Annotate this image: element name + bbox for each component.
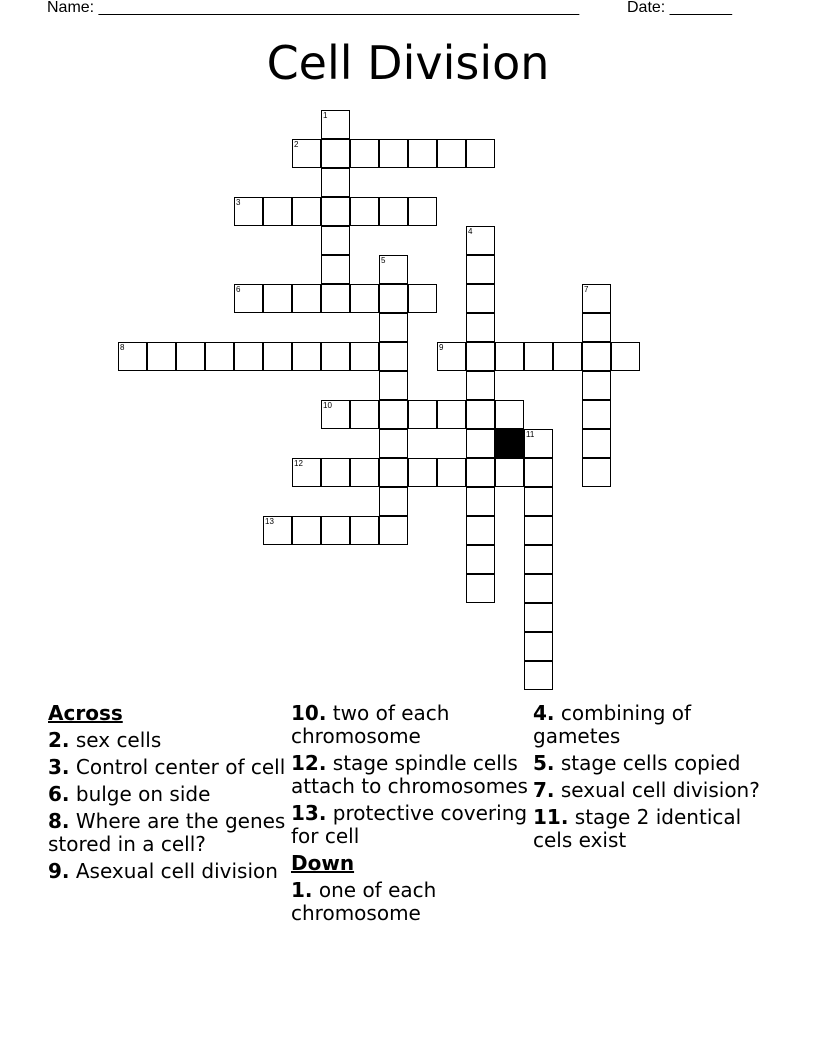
clue-number: 8	[120, 343, 125, 352]
grid-cell[interactable]	[263, 284, 292, 313]
clue-item	[533, 806, 773, 852]
clue-number-label: 2.	[48, 728, 70, 752]
clue-number: 13	[265, 517, 274, 526]
grid-cell[interactable]	[379, 516, 408, 545]
grid-cell[interactable]	[466, 226, 495, 255]
clue-number-label: 11.	[533, 805, 569, 829]
clue-item	[48, 810, 288, 856]
grid-cell[interactable]	[350, 197, 379, 226]
blocked-cell	[495, 429, 524, 458]
grid-cell[interactable]	[524, 429, 553, 458]
grid-cell[interactable]	[437, 342, 466, 371]
grid-cell[interactable]	[408, 284, 437, 313]
clue-number: 5	[381, 256, 386, 265]
clue-number-label: 3.	[48, 755, 70, 779]
clue-number-label: 9.	[48, 859, 70, 883]
page-title: Cell Division	[266, 36, 550, 90]
grid-cell[interactable]	[408, 197, 437, 226]
grid-cell[interactable]	[205, 342, 234, 371]
grid-cell[interactable]	[466, 284, 495, 313]
grid-cell[interactable]	[582, 342, 611, 371]
grid-cell[interactable]	[379, 197, 408, 226]
grid-cell[interactable]	[321, 516, 350, 545]
clue-number: 2	[294, 140, 299, 149]
grid-cell[interactable]	[350, 284, 379, 313]
clue-number-label: 8.	[48, 809, 70, 833]
grid-cell[interactable]	[379, 429, 408, 458]
grid-cell[interactable]	[292, 458, 321, 487]
clue-number-label: 13.	[291, 801, 327, 825]
grid-cell[interactable]	[495, 400, 524, 429]
clue-text: combining of gametes	[533, 701, 692, 748]
grid-cell[interactable]	[379, 139, 408, 168]
grid-cell[interactable]	[292, 139, 321, 168]
grid-cell[interactable]	[524, 487, 553, 516]
clue-number-label: 10.	[291, 701, 327, 725]
grid-cell[interactable]	[379, 458, 408, 487]
grid-cell[interactable]	[321, 400, 350, 429]
grid-cell[interactable]	[582, 313, 611, 342]
clue-text: Asexual cell division	[69, 859, 278, 883]
grid-cell[interactable]	[176, 342, 205, 371]
clue-text: bulge on side	[69, 782, 211, 806]
grid-cell[interactable]	[408, 458, 437, 487]
grid-cell[interactable]	[524, 545, 553, 574]
clue-item	[48, 729, 288, 752]
grid-cell[interactable]	[466, 487, 495, 516]
grid-cell[interactable]	[234, 342, 263, 371]
clue-text: sexual cell division?	[554, 778, 760, 802]
grid-cell[interactable]	[234, 197, 263, 226]
grid-cell[interactable]	[466, 429, 495, 458]
grid-cell[interactable]	[350, 458, 379, 487]
clue-number-label: 6.	[48, 782, 70, 806]
grid-cell[interactable]	[321, 458, 350, 487]
clue-text: stage 2 identical cels exist	[533, 805, 742, 852]
grid-cell[interactable]	[321, 255, 350, 284]
grid-cell[interactable]	[263, 342, 292, 371]
clue-column-3	[533, 702, 773, 856]
grid-cell[interactable]	[321, 284, 350, 313]
grid-cell[interactable]	[524, 342, 553, 371]
clue-text: sex cells	[69, 728, 162, 752]
grid-cell[interactable]	[147, 342, 176, 371]
clue-number: 1	[323, 111, 328, 120]
grid-cell[interactable]	[118, 342, 147, 371]
grid-cell[interactable]	[292, 516, 321, 545]
clue-text: stage cells copied	[554, 751, 741, 775]
grid-cell[interactable]	[408, 139, 437, 168]
grid-cell[interactable]	[379, 284, 408, 313]
grid-cell[interactable]	[466, 400, 495, 429]
grid-cell[interactable]	[524, 661, 553, 690]
grid-cell[interactable]	[524, 632, 553, 661]
grid-cell[interactable]	[292, 284, 321, 313]
grid-cell[interactable]	[582, 429, 611, 458]
clue-number: 6	[236, 285, 241, 294]
grid-cell[interactable]	[466, 516, 495, 545]
clue-number: 12	[294, 459, 303, 468]
grid-cell[interactable]	[466, 255, 495, 284]
clue-item	[48, 756, 288, 779]
clue-number-label: 1.	[291, 878, 313, 902]
grid-cell[interactable]	[379, 342, 408, 371]
grid-cell[interactable]	[321, 110, 350, 139]
clue-number-label: 7.	[533, 778, 555, 802]
clue-number: 7	[584, 285, 589, 294]
grid-cell[interactable]	[582, 284, 611, 313]
clue-item	[291, 802, 531, 848]
clue-item	[533, 752, 773, 775]
clue-text: Control center of cell	[69, 755, 286, 779]
grid-cell[interactable]	[495, 342, 524, 371]
clue-column-1	[48, 702, 288, 887]
clue-item	[48, 783, 288, 806]
clue-number-label: 4.	[533, 701, 555, 725]
grid-cell[interactable]	[350, 139, 379, 168]
date-line: Date: _______	[627, 0, 732, 16]
grid-cell[interactable]	[321, 342, 350, 371]
grid-cell[interactable]	[321, 168, 350, 197]
clue-number: 10	[323, 401, 332, 410]
clue-number-label: 5.	[533, 751, 555, 775]
clue-item	[48, 860, 288, 883]
grid-cell[interactable]	[350, 400, 379, 429]
name-line: Name: ______________________________________________________	[47, 0, 580, 16]
grid-cell[interactable]	[524, 574, 553, 603]
grid-cell[interactable]	[495, 458, 524, 487]
clue-number: 4	[468, 227, 473, 236]
grid-cell[interactable]	[321, 197, 350, 226]
grid-cell[interactable]	[466, 139, 495, 168]
grid-cell[interactable]	[234, 284, 263, 313]
grid-cell[interactable]	[466, 574, 495, 603]
grid-cell[interactable]	[379, 313, 408, 342]
clue-item	[533, 779, 773, 802]
grid-cell[interactable]	[466, 342, 495, 371]
grid-cell[interactable]	[466, 313, 495, 342]
grid-cell[interactable]	[611, 342, 640, 371]
clue-number: 9	[439, 343, 444, 352]
grid-cell[interactable]	[582, 371, 611, 400]
grid-cell[interactable]	[263, 197, 292, 226]
clue-number: 3	[236, 198, 241, 207]
clue-text: two of each chromosome	[291, 701, 450, 748]
grid-cell[interactable]	[379, 255, 408, 284]
grid-cell[interactable]	[408, 400, 437, 429]
across-heading: Across	[48, 701, 123, 725]
clue-item	[291, 752, 531, 798]
clue-item	[533, 702, 773, 748]
grid-cell[interactable]	[263, 516, 292, 545]
clue-item	[291, 702, 531, 748]
grid-cell[interactable]	[466, 371, 495, 400]
grid-cell[interactable]	[524, 458, 553, 487]
grid-cell[interactable]	[437, 400, 466, 429]
grid-cell[interactable]	[321, 139, 350, 168]
clue-column-2	[291, 702, 531, 929]
clue-text: one of each chromosome	[291, 878, 437, 925]
down-heading: Down	[291, 851, 355, 875]
clue-text: stage spindle cells attach to chromosomes	[291, 751, 528, 798]
grid-cell[interactable]	[524, 516, 553, 545]
grid-cell[interactable]	[379, 371, 408, 400]
grid-cell[interactable]	[437, 139, 466, 168]
clue-text: protective covering for cell	[291, 801, 528, 848]
clue-text: Where are the genes stored in a cell?	[48, 809, 286, 856]
grid-cell[interactable]	[582, 458, 611, 487]
clue-item	[291, 879, 531, 925]
grid-cell[interactable]	[321, 226, 350, 255]
grid-cell[interactable]	[350, 342, 379, 371]
grid-cell[interactable]	[582, 400, 611, 429]
clue-number-label: 12.	[291, 751, 327, 775]
grid-cell[interactable]	[379, 487, 408, 516]
grid-cell[interactable]	[350, 516, 379, 545]
grid-cell[interactable]	[437, 458, 466, 487]
clue-number: 11	[526, 430, 535, 439]
grid-cell[interactable]	[292, 197, 321, 226]
grid-cell[interactable]	[553, 342, 582, 371]
grid-cell[interactable]	[466, 458, 495, 487]
grid-cell[interactable]	[292, 342, 321, 371]
grid-cell[interactable]	[524, 603, 553, 632]
grid-cell[interactable]	[379, 400, 408, 429]
grid-cell[interactable]	[466, 545, 495, 574]
